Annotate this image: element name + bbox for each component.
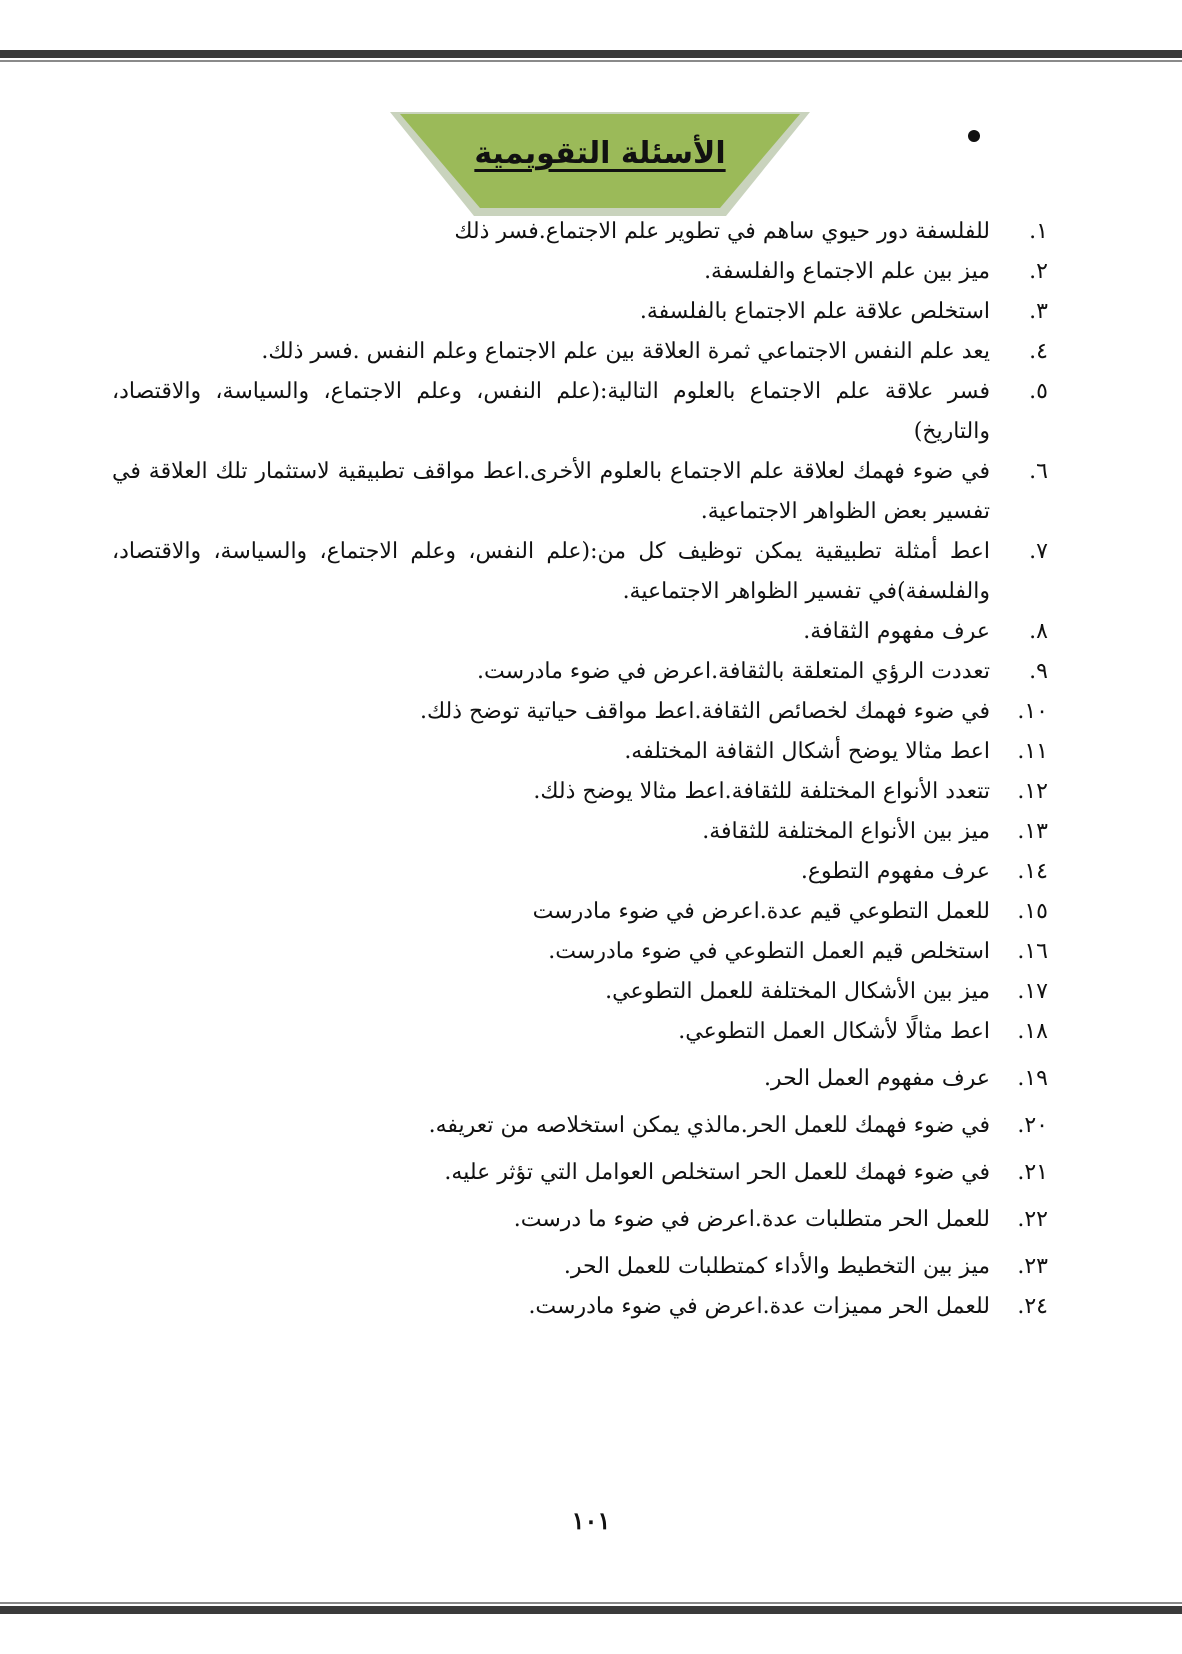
question-text: استخلص علاقة علم الاجتماع بالفلسفة. (639, 299, 990, 324)
list-item (112, 772, 1048, 812)
title-banner (390, 112, 810, 216)
question-text: في ضوء فهمك لعلاقة علم الاجتماع بالعلوم الأخرى.اعط مواقف تطبيقية لاستثمار تلك العلاقة في تفسير بعض الظواهر الاجتماعية. (112, 459, 990, 524)
question-text: يعد علم النفس الاجتماعي ثمرة العلاقة بين علم الاجتماع وعلم النفس .فسر ذلك. (261, 339, 990, 364)
question-text: ميز بين التخطيط والأداء كمتطلبات للعمل الحر. (563, 1254, 990, 1279)
list-item (112, 452, 1048, 532)
list-item (112, 1153, 1048, 1193)
question-text: ميز بين الأشكال المختلفة للعمل التطوعي. (605, 979, 990, 1004)
list-item (112, 252, 1048, 292)
question-number: ٦. (1029, 459, 1048, 484)
question-text: فسر علاقة علم الاجتماع بالعلوم التالية:(علم النفس، وعلم الاجتماع، والسياسة، والاقتصاد، والتاريخ) (112, 379, 990, 444)
question-number: ١٤. (1017, 859, 1048, 884)
question-number: ٣. (1029, 299, 1048, 324)
question-number: ٥. (1029, 379, 1048, 404)
question-number: ٤. (1029, 339, 1048, 364)
question-text: ميز بين الأنواع المختلفة للثقافة. (702, 819, 990, 844)
question-number: ١٣. (1017, 819, 1048, 844)
list-item (112, 692, 1048, 732)
list-item (112, 1287, 1048, 1327)
list-item (112, 1106, 1048, 1146)
question-number: ١٧. (1017, 979, 1048, 1004)
question-number: ١٩. (1017, 1066, 1048, 1091)
question-number: ١٦. (1017, 939, 1048, 964)
question-text: ميز بين علم الاجتماع والفلسفة. (704, 259, 990, 284)
question-number: ٢. (1029, 259, 1048, 284)
question-number: ٧. (1029, 539, 1048, 564)
question-text: تتعدد الأنواع المختلفة للثقافة.اعط مثالا يوضح ذلك. (533, 779, 990, 804)
question-text: تعددت الرؤي المتعلقة بالثقافة.اعرض في ضوء مادرست. (476, 659, 990, 684)
question-number: ٢٤. (1017, 1294, 1048, 1319)
bullet-dot (968, 130, 980, 142)
question-text: للفلسفة دور حيوي ساهم في تطوير علم الاجتماع.فسر ذلك (454, 219, 990, 244)
list-item (112, 852, 1048, 892)
list-item (112, 292, 1048, 332)
question-text: للعمل الحر مميزات عدة.اعرض في ضوء مادرست. (528, 1294, 990, 1319)
list-item (112, 652, 1048, 692)
list-item (112, 1059, 1048, 1099)
question-number: ٨. (1029, 619, 1048, 644)
list-item (112, 972, 1048, 1012)
question-number: ٩. (1029, 659, 1048, 684)
list-item (112, 332, 1048, 372)
question-number: ١٨. (1017, 1019, 1048, 1044)
list-item (112, 732, 1048, 772)
question-text: اعط مثالا يوضح أشكال الثقافة المختلفه. (624, 739, 990, 764)
question-number: ١٠. (1017, 699, 1048, 724)
list-item (112, 372, 1048, 452)
bottom-rule-thick (0, 1606, 1182, 1614)
question-number: ١٢. (1017, 779, 1048, 804)
question-text: استخلص قيم العمل التطوعي في ضوء مادرست. (548, 939, 990, 964)
question-text: عرف مفهوم التطوع. (800, 859, 990, 884)
question-number: ٢٠. (1017, 1113, 1048, 1138)
question-text: في ضوء فهمك لخصائص الثقافة.اعط مواقف حياتية توضح ذلك. (419, 699, 990, 724)
question-text: عرف مفهوم العمل الحر. (763, 1066, 990, 1091)
list-item (112, 932, 1048, 972)
list-item (112, 532, 1048, 612)
page-title: الأسئلة التقويمية (474, 136, 726, 171)
question-number: ١٥. (1017, 899, 1048, 924)
top-rule-thin (0, 60, 1182, 62)
question-number: ١. (1029, 219, 1048, 244)
list-item (112, 1247, 1048, 1287)
question-number: ٢١. (1017, 1160, 1048, 1185)
question-text: في ضوء فهمك للعمل الحر استخلص العوامل التي تؤثر عليه. (444, 1160, 990, 1185)
question-text: عرف مفهوم الثقافة. (803, 619, 990, 644)
question-text: للعمل الحر متطلبات عدة.اعرض في ضوء ما درست. (513, 1207, 990, 1232)
top-rule-thick (0, 50, 1182, 58)
question-number: ١١. (1017, 739, 1048, 764)
question-text: اعط مثالًا لأشكال العمل التطوعي. (678, 1019, 990, 1044)
bottom-rule-thin (0, 1602, 1182, 1604)
list-item (112, 1200, 1048, 1240)
list-item (112, 612, 1048, 652)
list-item (112, 1012, 1048, 1052)
list-item (112, 212, 1048, 252)
question-text: في ضوء فهمك للعمل الحر.مالذي يمكن استخلاصه من تعريفه. (428, 1113, 990, 1138)
questions-list (112, 212, 1048, 1327)
question-text: اعط أمثلة تطبيقية يمكن توظيف كل من:(علم النفس، وعلم الاجتماع، والسياسة، والاقتصاد، والفلسفة)في تفسير الظواهر الاجتماعية. (112, 539, 990, 604)
page-number: ١٠١ (571, 1506, 611, 1535)
list-item (112, 812, 1048, 852)
question-text: للعمل التطوعي قيم عدة.اعرض في ضوء مادرست (532, 899, 990, 924)
question-number: ٢٢. (1017, 1207, 1048, 1232)
question-number: ٢٣. (1017, 1254, 1048, 1279)
list-item (112, 892, 1048, 932)
